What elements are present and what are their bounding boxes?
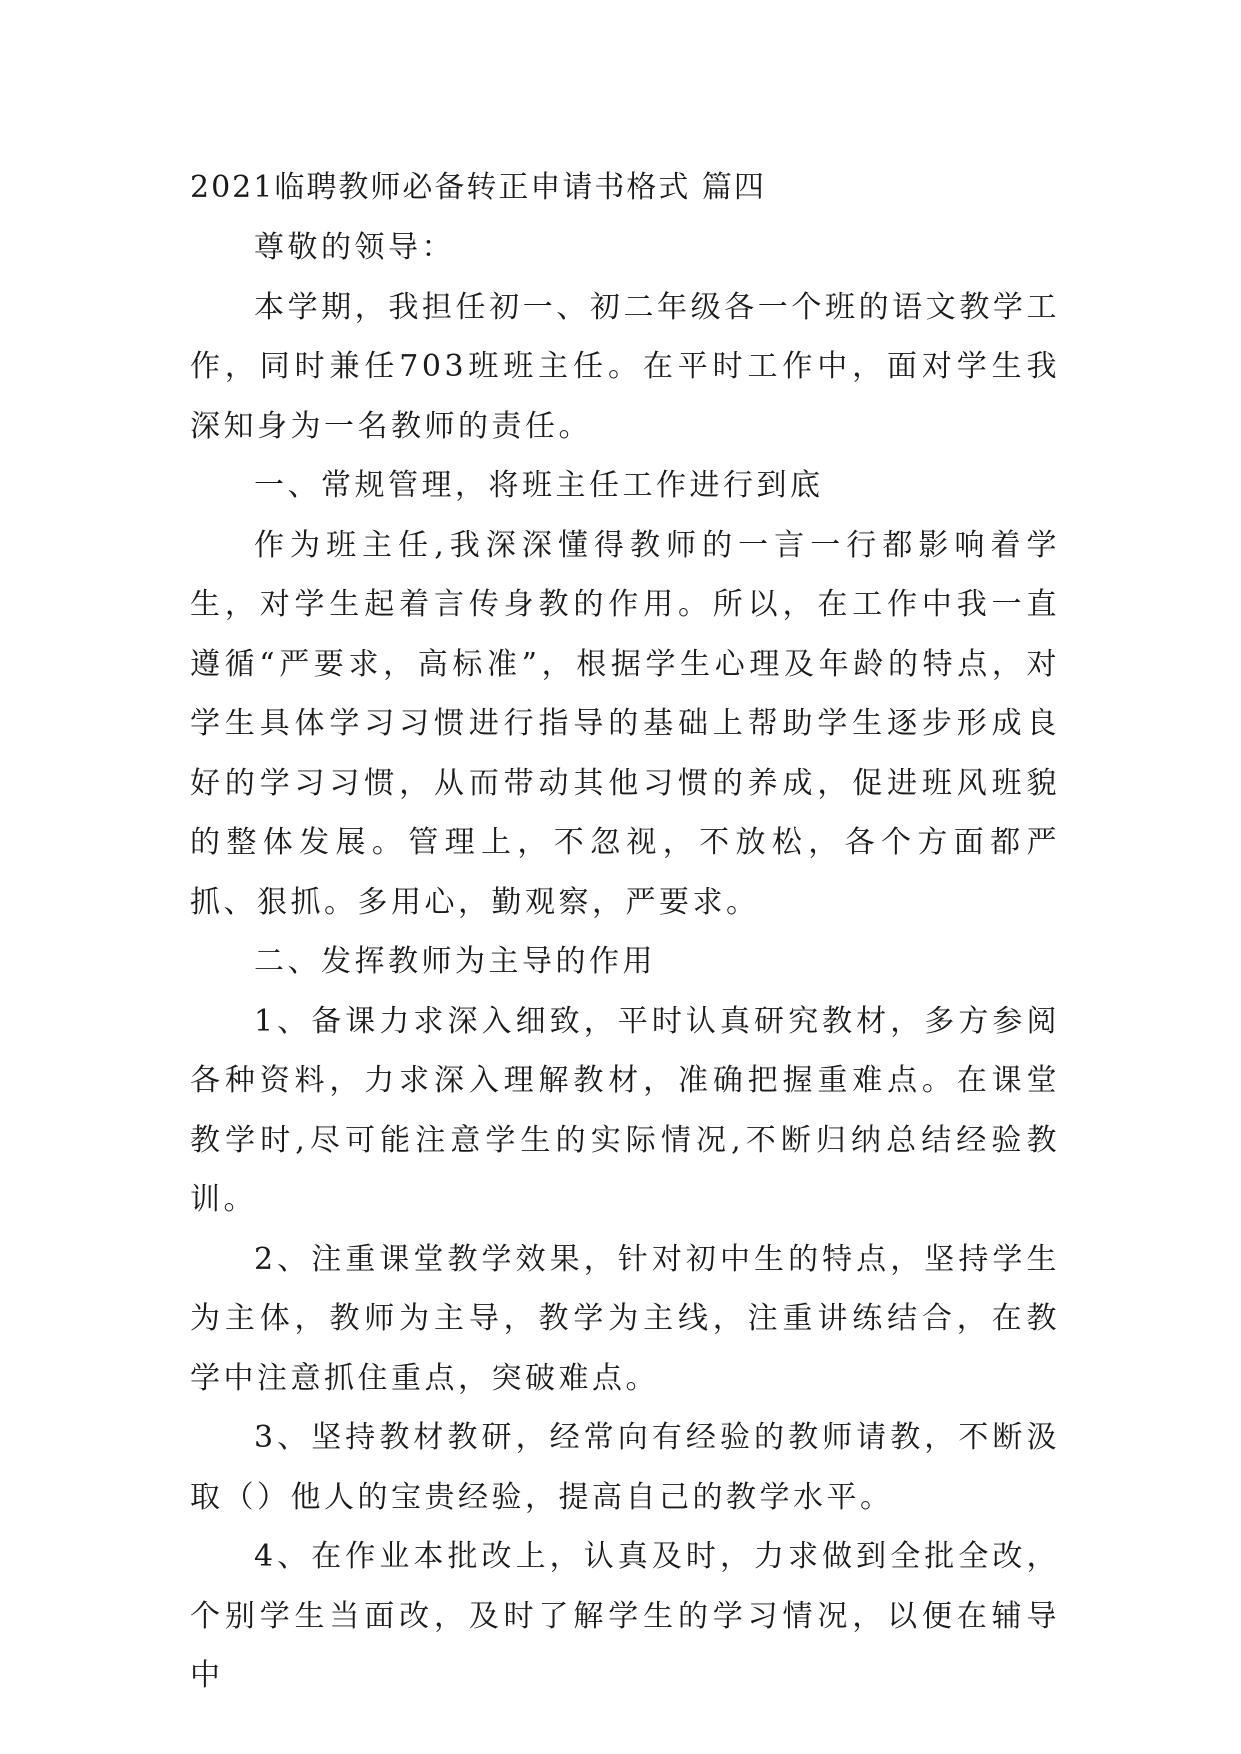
document-title: 2021临聘教师必备转正申请书格式 篇四 bbox=[190, 170, 766, 205]
list-item-4: 4、在作业本批改上，认真及时，力求做到全批全改，个别学生当面改，及时了解学生的学习情况，以便在辅导中 bbox=[190, 1539, 1060, 1693]
document-body bbox=[190, 158, 1060, 1706]
intro-paragraph: 本学期，我担任初一、初二年级各一个班的语文教学工作，同时兼任703班班主任。在平时工作中，面对学生我深知身为一名教师的责任。 bbox=[190, 289, 1060, 444]
list-item-1: 1、备课力求深入细致，平时认真研究教材，多方参阅各种资料，力求深入理解教材，准确把握重难点。在课堂教学时,尽可能注意学生的实际情况,不断归纳总结经验教训。 bbox=[190, 1003, 1060, 1217]
list-item-3: 3、坚持教材教研，经常向有经验的教师请教，不断汲取（）他人的宝贵经验，提高自己的教学水平。 bbox=[190, 1420, 1060, 1515]
section-heading-1: 一、常规管理，将班主任工作进行到底 bbox=[254, 468, 824, 503]
salutation: 尊敬的领导： bbox=[254, 230, 455, 265]
section-1-paragraph: 作为班主任,我深深懂得教师的一言一行都影响着学生，对学生起着言传身教的作用。所以，在工作中我一直遵循“严要求，高标准”，根据学生心理及年龄的特点，对学生具体学习习惯进行指导的基础上帮助学生逐步形成良好的学习习惯，从而带动其他习惯的养成，促进班风班貌的整体发展。管理上，不忽视，不放松，各个方面都严抓、狠抓。多用心，勤观察，严要求。 bbox=[190, 527, 1060, 920]
list-item-2: 2、注重课堂教学效果，针对初中生的特点，坚持学生为主体，教师为主导，教学为主线，注重讲练结合，在教学中注意抓住重点，突破难点。 bbox=[190, 1241, 1060, 1396]
section-heading-2: 二、发挥教师为主导的作用 bbox=[254, 944, 656, 979]
